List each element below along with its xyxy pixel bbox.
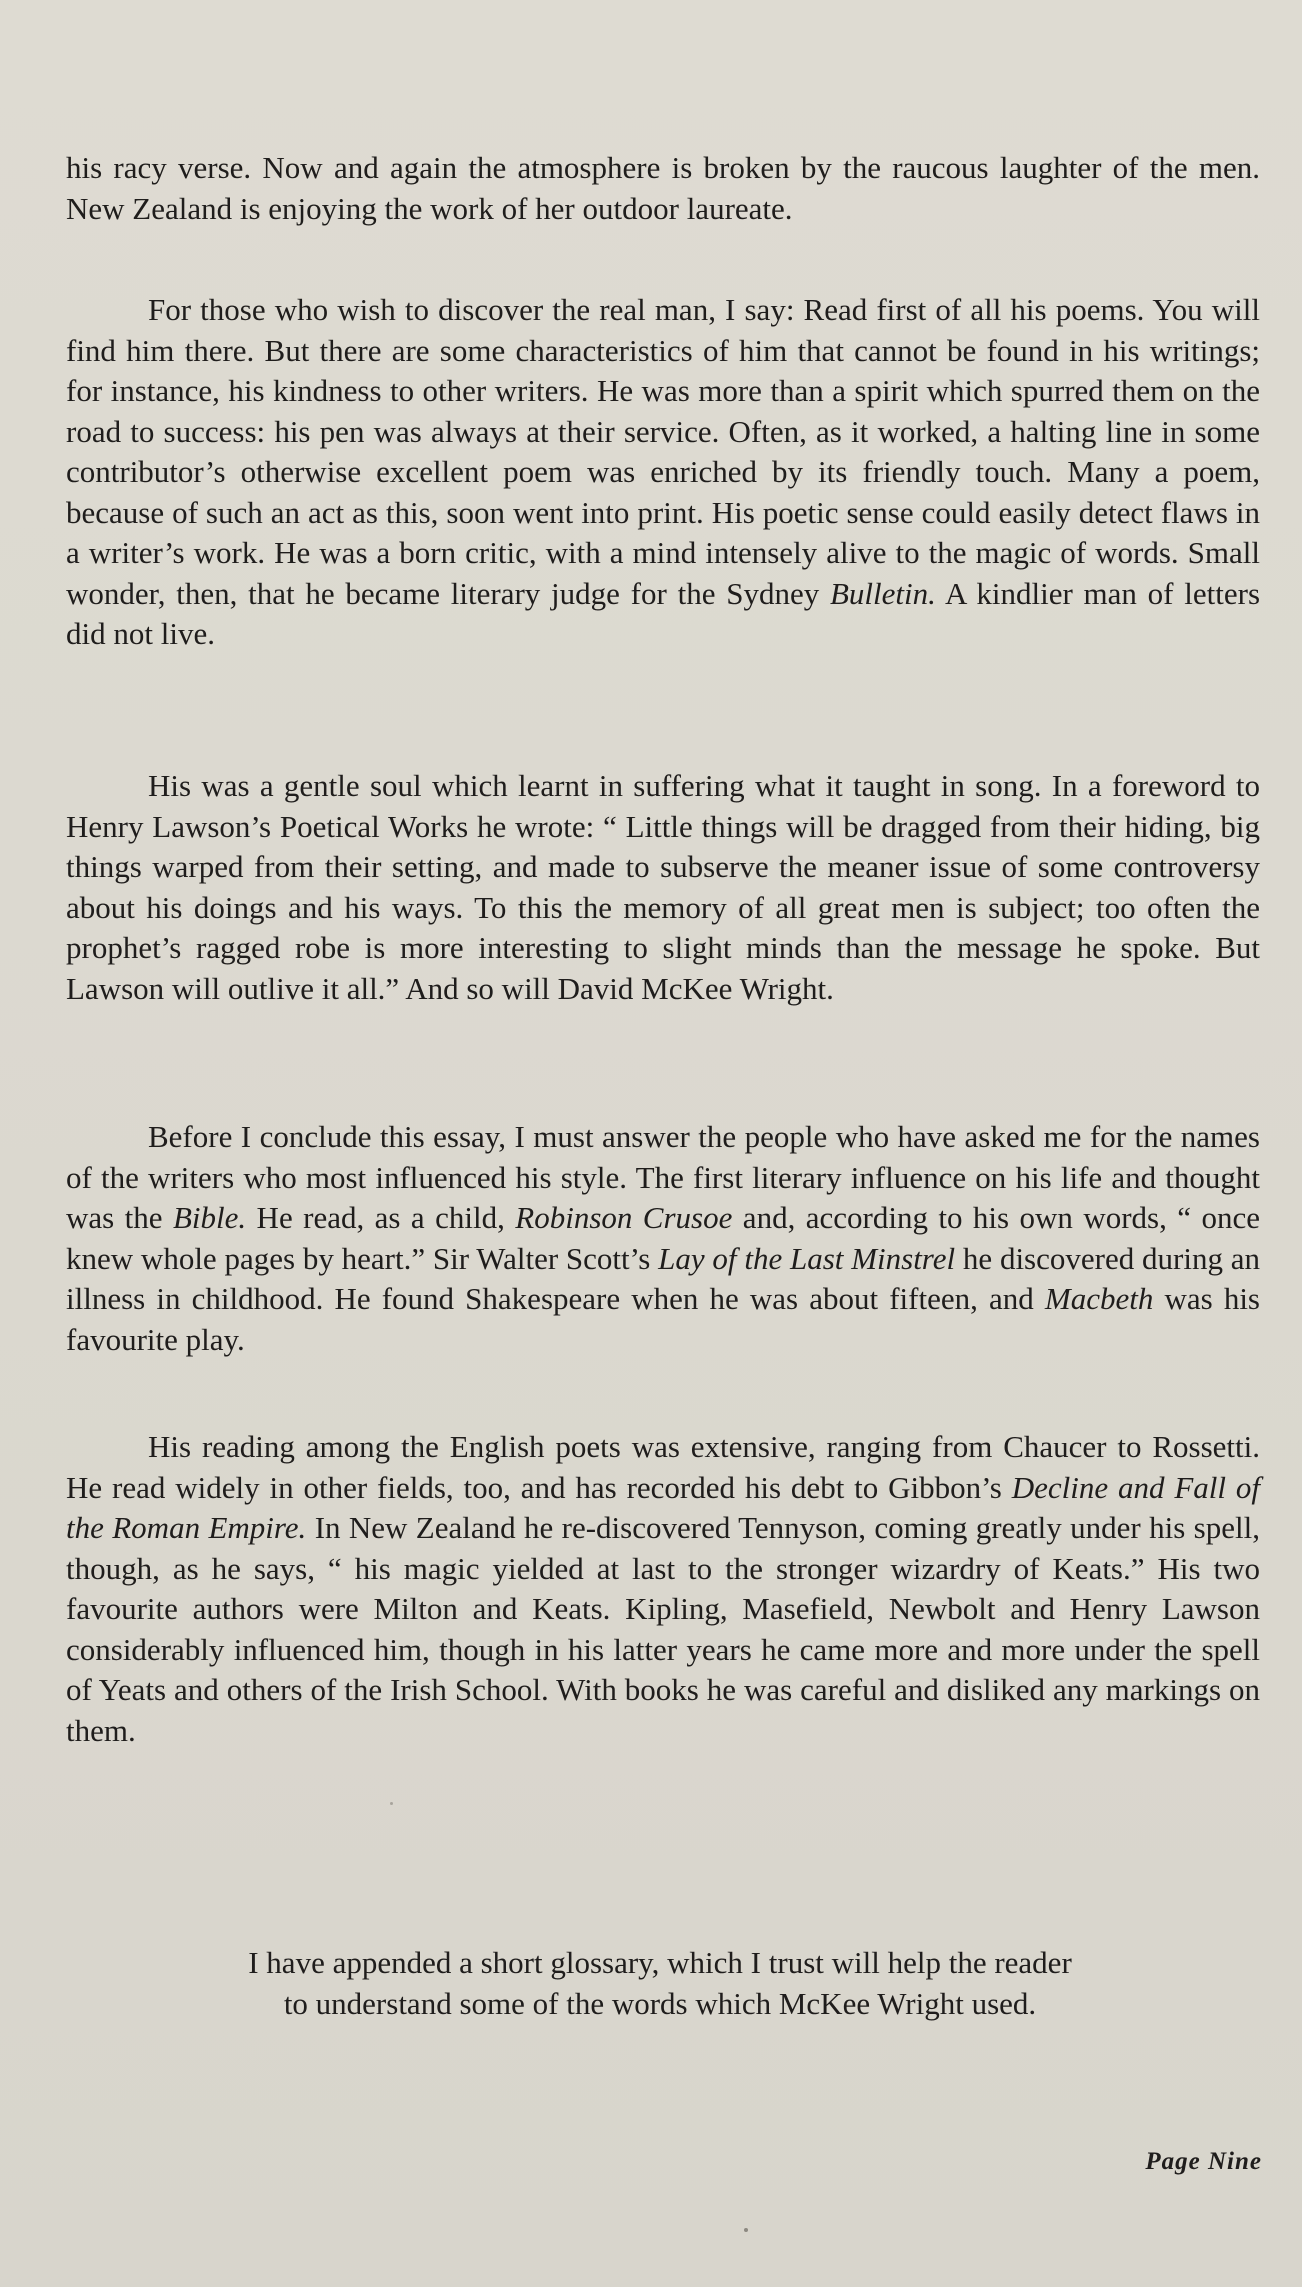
paragraph-text: [66, 290, 1260, 655]
italic-title-robinson-crusoe: Robinson Crusoe: [515, 1200, 733, 1235]
italic-title-macbeth: Macbeth: [1044, 1281, 1154, 1316]
text-segment: A kindlier man of letters did not live.: [66, 575, 1261, 651]
paragraph-real-man: [66, 290, 1260, 655]
paragraph-influences: [66, 1117, 1260, 1360]
paragraph-text: [66, 766, 1260, 1009]
text-segment: was his favourite play.: [66, 1281, 1261, 1357]
italic-title-lay-of-the-last-minstrel: Lay of the Last Minstrel: [658, 1240, 956, 1276]
paper-speck: [744, 2228, 748, 2232]
glossary-note-line: I have appended a short glossary, which I trust will help the reader: [248, 1945, 1072, 1980]
glossary-note: [140, 1942, 1180, 2024]
italic-title-bulletin: Bulletin.: [829, 575, 936, 611]
page-number: Page Nine: [1145, 2148, 1262, 2175]
text-segment: His reading among the English poets was extensive, ranging from Chaucer to Rossetti. He read widely in other fields, too, and has recorded his debt to Gibbon’s: [66, 1429, 1260, 1505]
text-segment: For those who wish to discover the real man, I say: Read first of all his poems. You will find him there. But there are some characteristics of him that cannot be found in his writings; for instance, his kindness to other writers. He was more than a spirit which spurred them on the road to success: his pen was always at their service. Often, as it worked, a halting line in some contributor’s otherwise excellent poem was enriched by its friendly touch. Many a poem, because of such an act as this, soon went into print. His poetic sense could easily detect flaws in a writer’s work. He was a born critic, with a mind intensely alive to the magic of words. Small wonder, then, that he became literary judge for the Sydney: [66, 292, 1260, 611]
glossary-note-line: to understand some of the words which McKee Wright used.: [283, 1986, 1037, 2021]
italic-title-decline-and-fall: Decline and Fall of the Roman Empire.: [66, 1469, 1261, 1545]
text-segment: In New Zealand he re-discovered Tennyson, coming greatly under his spell, though, as he says, “ his magic yielded at last to the stronger wizardry of Keats.” His two favourite authors were Milton and Keats. Kipling, Masefield, Newbolt and Henry Lawson considerably influenced him, though in his latter years he came more and more under the spell of Yeats and others of the Irish School. With books he was careful and disliked any markings on them.: [66, 1510, 1260, 1748]
text-segment: Before I conclude this essay, I must answer the people who have asked me for the names of the writers who most influenced his style. The first literary influence on his life and thought was the: [66, 1119, 1260, 1235]
text-segment: he discovered during an illness in childhood. He found Shakespeare when he was about fifteen, and: [66, 1240, 1260, 1316]
paragraph-text: [66, 148, 1260, 229]
paper-speck: [390, 1802, 393, 1805]
text-segment: His was a gentle soul which learnt in suffering what it taught in song. In a foreword to Henry Lawson’s Poetical Works he wrote: “ Little things will be dragged from their hiding, big things warped from their setting, and made to subserve the meaner issue of some controversy about his doings and his ways. To this the memory of all great men is subject; too often the prophet’s ragged robe is more interesting to slight minds than the message he spoke. But Lawson will outlive it all.” And so will David McKee Wright.: [66, 768, 1260, 1006]
italic-title-bible: Bible.: [172, 1200, 247, 1235]
paragraph-reading: [66, 1427, 1260, 1751]
paragraph-text: [66, 1427, 1260, 1751]
text-segment: his racy verse. Now and again the atmosphere is broken by the raucous laughter of the men. New Zealand is enjoying the work of her outdoor laureate.: [66, 150, 1260, 226]
text-segment: and, according to his own words, “ once knew whole pages by heart.” Sir Walter Scott’s: [66, 1200, 1261, 1276]
paragraph-continuation: [66, 148, 1260, 229]
text-segment: He read, as a child,: [246, 1200, 516, 1235]
paragraph-gentle-soul: [66, 766, 1260, 1009]
paragraph-text: [66, 1117, 1260, 1360]
